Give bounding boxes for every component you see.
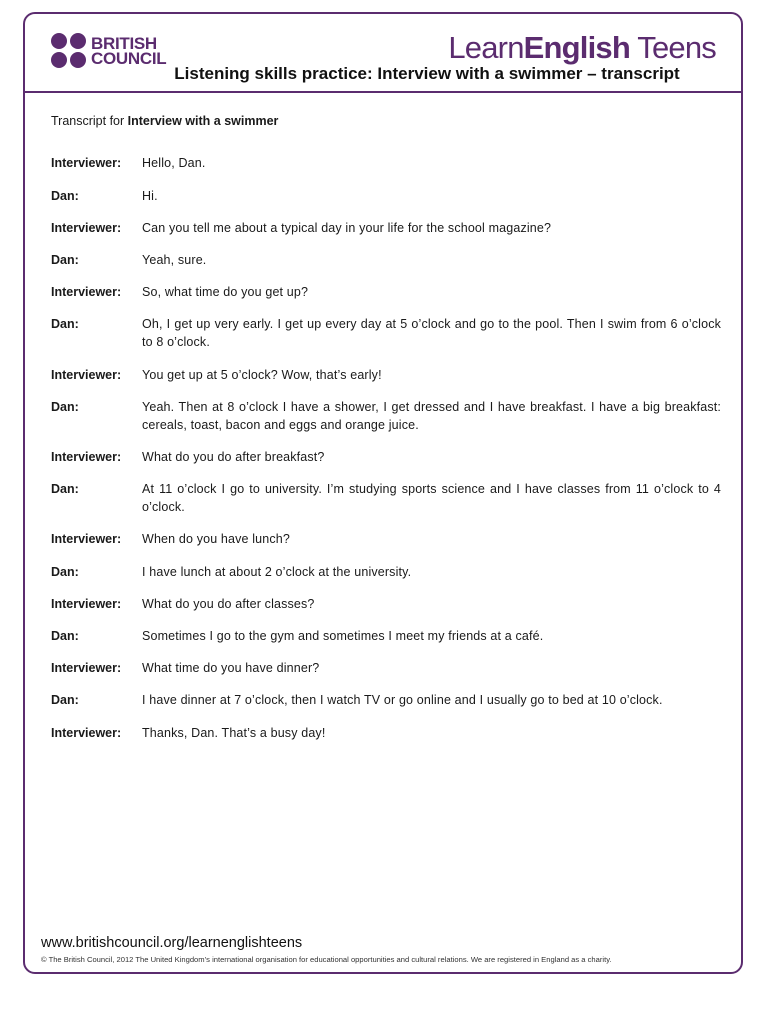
dialogue-text: I have lunch at about 2 o’clock at the university. [142,565,412,579]
dialogue-text: You get up at 5 o’clock? Wow, that’s early! [142,368,382,382]
speaker-label: Interviewer: [51,368,122,382]
speaker-label: Dan: [51,253,79,267]
dialogue-text: Sometimes I go to the gym and sometimes I meet my friends at a café. [142,629,544,643]
speaker-label: Interviewer: [51,156,122,170]
dialogue-text: Yeah. Then at 8 o’clock I have a shower, I get dressed and I have breakfast. I have a big breakfast: cereals, toast, bacon and eggs and orange juice. [142,400,721,432]
page-title: Listening skills practice: Interview with a swimmer – transcript [174,64,680,83]
speaker-label: Interviewer: [51,450,122,464]
speaker-label: Interviewer: [51,532,122,546]
speaker-label: Interviewer: [51,726,122,740]
dialogue-text: Oh, I get up very early. I get up every day at 5 o’clock and go to the pool. Then I swim from 6 o’clock to 8 o’clock. [142,317,721,349]
dialogue-text: At 11 o’clock I go to university. I’m studying sports science and I have classes from 11 o’clock to 4 o’clock. [142,482,721,514]
dialogue-text: What time do you have dinner? [142,661,320,675]
transcript-row [51,399,721,434]
subtitle-name: Interview with a swimmer [127,114,279,128]
footer-copyright: © The British Council, 2012 The United Kingdom’s international organisation for educational opportunities and cultural relations. We are registered in England as a charity. [41,955,612,964]
transcript-subtitle [51,114,278,128]
dialogue-text: I have dinner at 7 o’clock, then I watch TV or go online and I usually go to bed at 10 o’clock. [142,693,663,707]
footer-url-link[interactable]: www.britishcouncil.org/learnenglishteens [41,935,303,951]
dialogue-text: When do you have lunch? [142,532,290,546]
speaker-label: Interviewer: [51,661,122,675]
dialogue-text: Can you tell me about a typical day in your life for the school magazine? [142,221,552,235]
dialogue-text: What do you do after classes? [142,597,315,611]
speaker-label: Dan: [51,565,79,579]
transcript-row [51,284,721,302]
transcript-row [51,628,721,646]
brand-learn: Learn [448,30,524,65]
transcript-row [51,725,721,743]
speaker-label: Dan: [51,629,79,643]
dialogue-text: Hi. [142,189,158,203]
speaker-label: Dan: [51,317,79,331]
transcript-row [51,367,721,385]
transcript-row [51,660,721,678]
transcript-row [51,155,721,173]
transcript-row [51,596,721,614]
dialogue-text: Yeah, sure. [142,253,207,267]
subtitle-prefix: Transcript for [51,114,128,128]
transcript-row [51,188,721,206]
speaker-label: Interviewer: [51,221,122,235]
brand-english: English [523,30,631,65]
dialogue-text: Thanks, Dan. That’s a busy day! [142,726,326,740]
transcript-row [51,481,721,516]
transcript-row [51,316,721,351]
transcript-row [51,531,721,549]
dialogue-text: So, what time do you get up? [142,285,309,299]
learnenglish-teens-brand [448,30,716,66]
speaker-label: Dan: [51,400,79,414]
header-divider [23,91,743,93]
dialogue-text: Hello, Dan. [142,156,206,170]
speaker-label: Interviewer: [51,597,122,611]
transcript-row [51,692,721,710]
speaker-label: Dan: [51,482,79,496]
speaker-label: Interviewer: [51,285,122,299]
logo-line-1: BRITISH [91,34,157,53]
speaker-label: Dan: [51,189,79,203]
transcript-row [51,449,721,467]
transcript-row [51,252,721,270]
speaker-label: Dan: [51,693,79,707]
logo-text [91,36,166,66]
logo-line-2: COUNCIL [91,49,167,68]
dialogue-text: What do you do after breakfast? [142,450,325,464]
brand-teens: Teens [630,30,716,65]
transcript-row [51,220,721,238]
transcript-row [51,564,721,582]
